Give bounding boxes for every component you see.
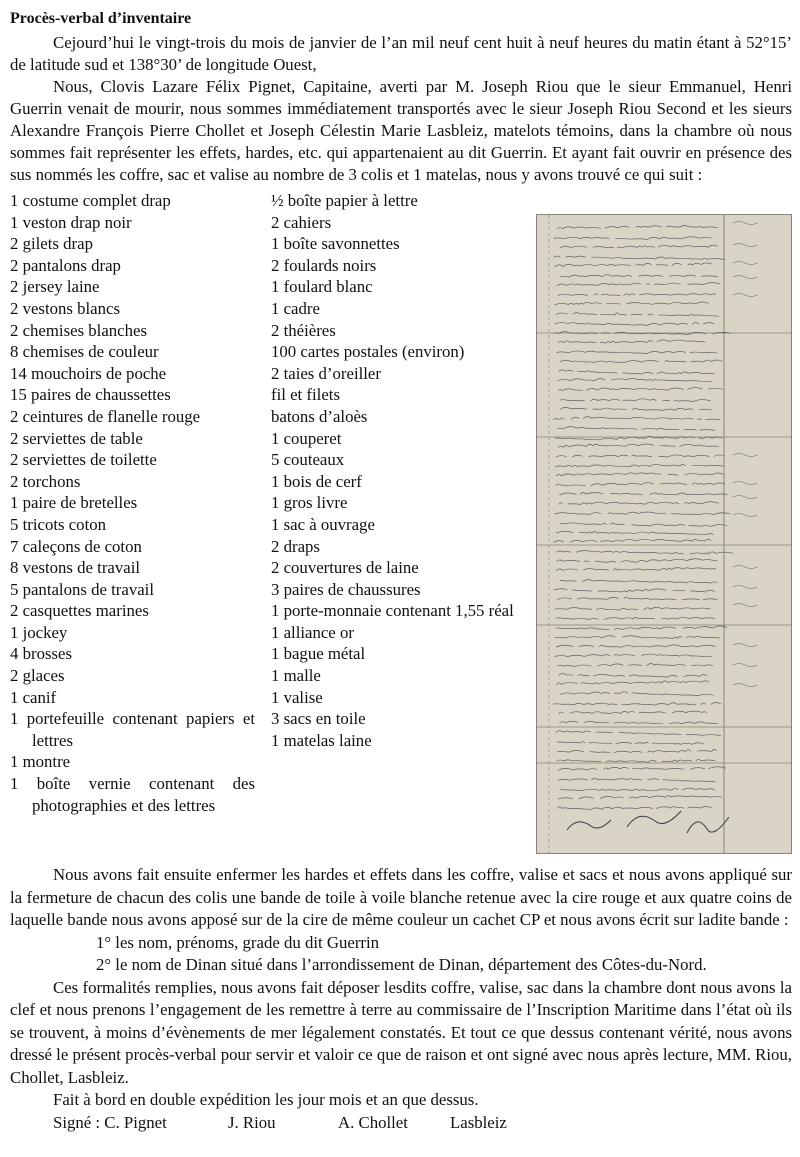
inventory-item: 8 chemises de couleur (10, 342, 159, 362)
inventory-item: 4 brosses (10, 644, 72, 664)
inventory-item: 2 chemises blanches (10, 320, 148, 340)
inventory-item: 1 cadre (271, 298, 320, 318)
inventory-item: 2 jersey laine (10, 277, 100, 297)
document-title: Procès-verbal d’inventaire (10, 10, 192, 27)
signature-line (10, 1112, 792, 1135)
inventory-item: 1 sac à ouvrage (271, 514, 375, 534)
inventory-item: 14 mouchoirs de poche (10, 363, 167, 383)
inventory-item: 2 couvertures de laine (271, 558, 419, 578)
inventory-item: 2 taies d’oreiller (271, 363, 381, 383)
inventory-item: 2 pantalons drap (10, 255, 121, 275)
inventory-item: 1 veston drap noir (10, 212, 132, 232)
inventory-item: 1 gros livre (271, 493, 348, 513)
signature-pignet: Signé : C. Pignet (53, 1112, 167, 1132)
inventory-item: 2 théières (271, 320, 336, 340)
inventory-item: 2 vestons blancs (10, 298, 120, 318)
signature-chollet: A. Chollet (338, 1112, 408, 1132)
inventory-item: 5 tricots coton (10, 514, 107, 534)
intro-paragraph-date: Cejourd’hui le vingt-trois du mois de janvier de l’an mil neuf cent huit à neuf heures du matin étant à 52°15’ de latitude sud et 138°30’ de longitude Ouest, (10, 33, 792, 74)
inventory-item: 2 serviettes de toilette (10, 450, 157, 470)
inventory-item: 1 foulard blanc (271, 277, 373, 297)
inventory-item: 1 boîte vernie contenant des photographies et des lettres (10, 774, 255, 815)
inventory-item: 2 casquettes marines (10, 601, 149, 621)
signature-lasbleiz: Lasbleiz (450, 1112, 507, 1132)
inventory-item: fil et filets (271, 385, 340, 405)
inventory-item: 1 paire de bretelles (10, 493, 138, 513)
inventory-item: 7 caleçons de coton (10, 536, 142, 556)
inventory-item: 2 foulards noirs (271, 255, 377, 275)
inventory-item: 15 paires de chaussettes (10, 385, 171, 405)
intro-paragraph-witnesses: Nous, Clovis Lazare Félix Pignet, Capitaine, averti par M. Joseph Riou que le sieur Emmanuel, Henri Guerrin venait de mourir, nous sommes immédiatement transportés avec le sieur Joseph Riou Second et les sieurs Alexandre François Pierre Chollet et Joseph Célestin Marie Lasbleiz, matelots témoins, dans la chambre où nous sommes fait représenter les effets, hardes, etc. qui appartenaient au dit Guerrin. Et ayant fait ouvrir en présence des sus nommés les coffre, sac et valise au nombre de 3 colis et 1 matelas, nous y avons trouvé ce qui suit : (10, 77, 792, 184)
inventory-item: 5 couteaux (271, 450, 345, 470)
inventory-item: 2 cahiers (271, 212, 332, 232)
inventory-item: 1 matelas laine (271, 730, 372, 750)
inventory-item: batons d’aloès (271, 406, 368, 426)
inventory-item: 1 alliance or (271, 622, 354, 642)
inventory-item: 2 torchons (10, 471, 81, 491)
inventory-item: 3 sacs en toile (271, 709, 366, 729)
manuscript-handwriting-illustration (537, 215, 791, 853)
inventory-item: 1 canif (10, 687, 57, 707)
inventory-item: 1 porte-monnaie contenant 1,55 réal (271, 601, 514, 621)
closing-paragraph-seal: Nous avons fait ensuite enfermer les hardes et effets dans les coffre, valise et sacs et nous avons appliqué sur la fermeture de chacun des colis une bande de toile à voile blanche retenue avec la cire rouge et aux quatre coins de laquelle bande nous avons apposé sur de la cire de même couleur un cachet CP et nous avons écrit sur ladite bande : (10, 865, 792, 929)
inventory-item: 2 gilets drap (10, 234, 93, 254)
original-manuscript-image (536, 214, 792, 854)
inventory-item: 1 montre (10, 752, 71, 772)
seal-item-2: 2° le nom de Dinan situé dans l’arrondissement de Dinan, département des Côtes-du-Nord. (96, 955, 707, 974)
inventory-item: 1 costume complet drap (10, 191, 171, 210)
seal-item-1: 1° les nom, prénoms, grade du dit Guerrin (96, 932, 380, 952)
inventory-item: 1 malle (271, 666, 321, 686)
inventory-item: 5 pantalons de travail (10, 579, 154, 599)
inventory-item: 1 boîte savonnettes (271, 234, 400, 254)
inventory-item: 2 ceintures de flanelle rouge (10, 406, 201, 426)
inventory-item: 2 draps (271, 536, 320, 556)
inventory-item: 100 cartes postales (environ) (271, 342, 465, 362)
inventory-item: 2 serviettes de table (10, 428, 143, 448)
inventory-item: 3 paires de chaussures (271, 579, 421, 599)
inventory-item: 1 portefeuille contenant papiers et lettres (10, 709, 255, 750)
inventory-item: ½ boîte papier à lettre (271, 191, 418, 210)
inventory-item: 1 valise (271, 687, 323, 707)
inventory-column-2 (271, 190, 519, 751)
inventory-item: 8 vestons de travail (10, 558, 141, 578)
closing-section (10, 864, 792, 1134)
inventory-item: 1 bague métal (271, 644, 366, 664)
inventory-item: 1 jockey (10, 622, 68, 642)
inventory-item: 2 glaces (10, 666, 65, 686)
closing-paragraph-done: Fait à bord en double expédition les jour mois et an que dessus. (53, 1090, 479, 1109)
signature-riou: J. Riou (228, 1112, 276, 1132)
inventory-item: 1 couperet (271, 428, 342, 448)
closing-paragraph-deposit: Ces formalités remplies, nous avons fait déposer lesdits coffre, valise, sac dans la chambre dont nous avons la clef et nous prenons l’engagement de les remettre à terre au commissaire de l’Inscription Maritime dans l’état où ils se trouvent, à moins d’évènements de mer légalement constatés. Et tout ce que dessus contenant vérité, nous avons dressé le présent procès-verbal pour servir et valoir ce que de raison et ont signé avec nous après lecture, MM. Riou, Chollet, Lasbleiz. (10, 977, 792, 1087)
inventory-item: 1 bois de cerf (271, 471, 362, 491)
inventory-column-1 (10, 190, 255, 816)
